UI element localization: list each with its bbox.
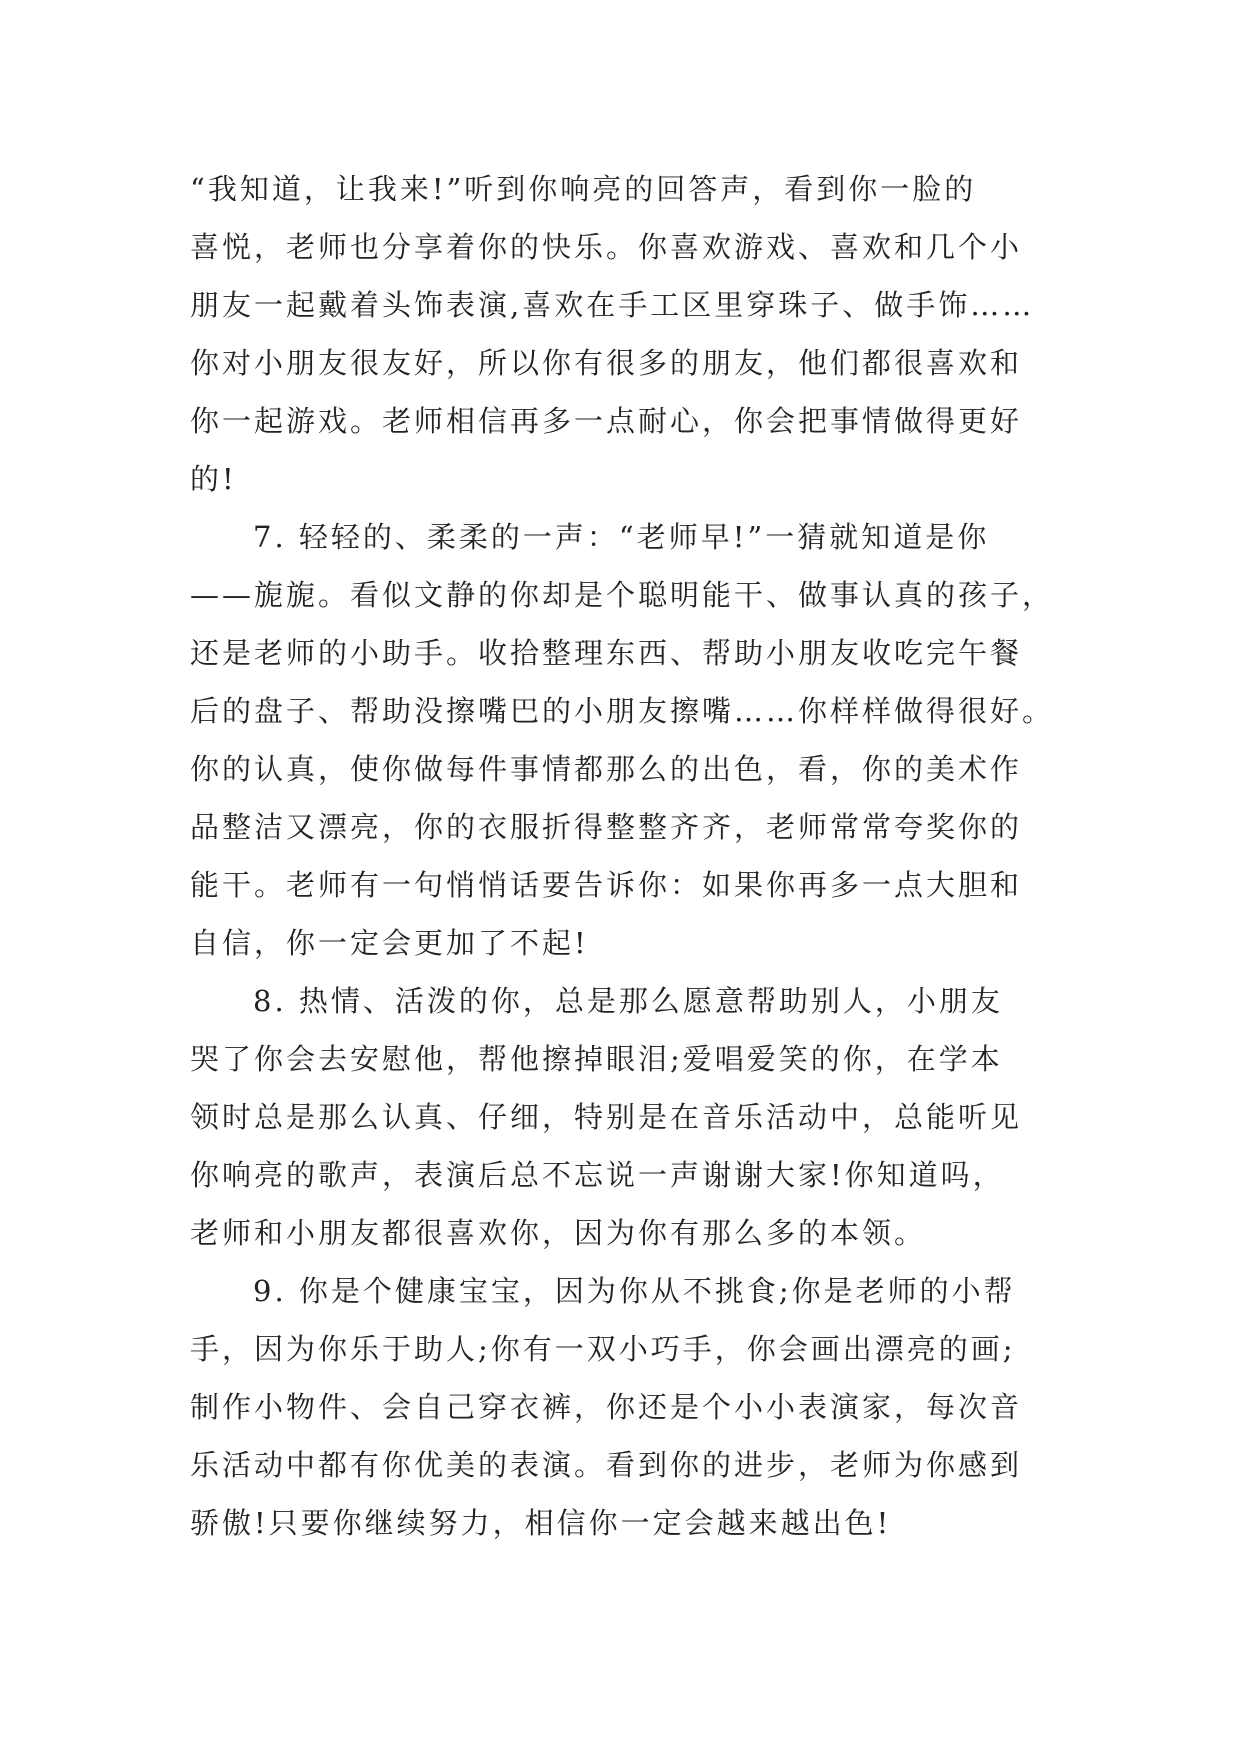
text-line: 骄傲!只要你继续努力，相信你一定会越来越出色! xyxy=(190,1506,892,1540)
text-line: 你响亮的歌声，表演后总不忘说一声谢谢大家!你知道吗， xyxy=(190,1158,1005,1192)
text-line: 你对小朋友很友好，所以你有很多的朋友，他们都很喜欢和 xyxy=(190,346,1023,380)
text-line: 还是老师的小助手。收拾整理东西、帮助小朋友收吃完午餐 xyxy=(190,636,1023,670)
text-line: 朋友一起戴着头饰表演,喜欢在手工区里穿珠子、做手饰…… xyxy=(190,288,1035,322)
text-line: 乐活动中都有你优美的表演。看到你的进步，老师为你感到 xyxy=(190,1448,1023,1482)
text-line: 你一起游戏。老师相信再多一点耐心，你会把事情做得更好 xyxy=(190,404,1023,438)
text-line: 老师和小朋友都很喜欢你，因为你有那么多的本领。 xyxy=(190,1216,927,1250)
text-line: 能干。老师有一句悄悄话要告诉你：如果你再多一点大胆和 xyxy=(190,868,1023,902)
text-line: 后的盘子、帮助没擦嘴巴的小朋友擦嘴……你样样做得很好。 xyxy=(190,694,1055,728)
document-body xyxy=(190,160,1055,1552)
text-line: ——旎旎。看似文静的你却是个聪明能干、做事认真的孩子， xyxy=(190,578,1055,612)
text-line: 7. 轻轻的、柔柔的一声：“老师早!”一猜就知道是你 xyxy=(253,520,990,554)
text-line: 喜悦，老师也分享着你的快乐。你喜欢游戏、喜欢和几个小 xyxy=(190,230,1023,264)
paragraph-7 xyxy=(190,508,1055,972)
text-line: 自信，你一定会更加了不起! xyxy=(190,926,589,960)
paragraph-9 xyxy=(190,1262,1050,1552)
text-line: 9. 你是个健康宝宝，因为你从不挑食;你是老师的小帮 xyxy=(253,1274,1016,1308)
text-line: 领时总是那么认真、仔细，特别是在音乐活动中，总能听见 xyxy=(190,1100,1023,1134)
text-line: 哭了你会去安慰他，帮他擦掉眼泪;爱唱爱笑的你，在学本 xyxy=(190,1042,1003,1076)
paragraph-continued xyxy=(190,160,1050,508)
text-line: 品整洁又漂亮，你的衣服折得整整齐齐，老师常常夸奖你的 xyxy=(190,810,1023,844)
text-line: 制作小物件、会自己穿衣裤，你还是个小小表演家，每次音 xyxy=(190,1390,1023,1424)
text-line: 手，因为你乐于助人;你有一双小巧手，你会画出漂亮的画; xyxy=(190,1332,1016,1366)
text-line: 你的认真，使你做每件事情都那么的出色，看，你的美术作 xyxy=(190,752,1023,786)
text-line: 8. 热情、活泼的你，总是那么愿意帮助别人，小朋友 xyxy=(253,984,1003,1018)
text-line: 的! xyxy=(190,462,237,496)
text-line: “我知道，让我来!”听到你响亮的回答声，看到你一脸的 xyxy=(190,172,977,206)
paragraph-8 xyxy=(190,972,1050,1262)
